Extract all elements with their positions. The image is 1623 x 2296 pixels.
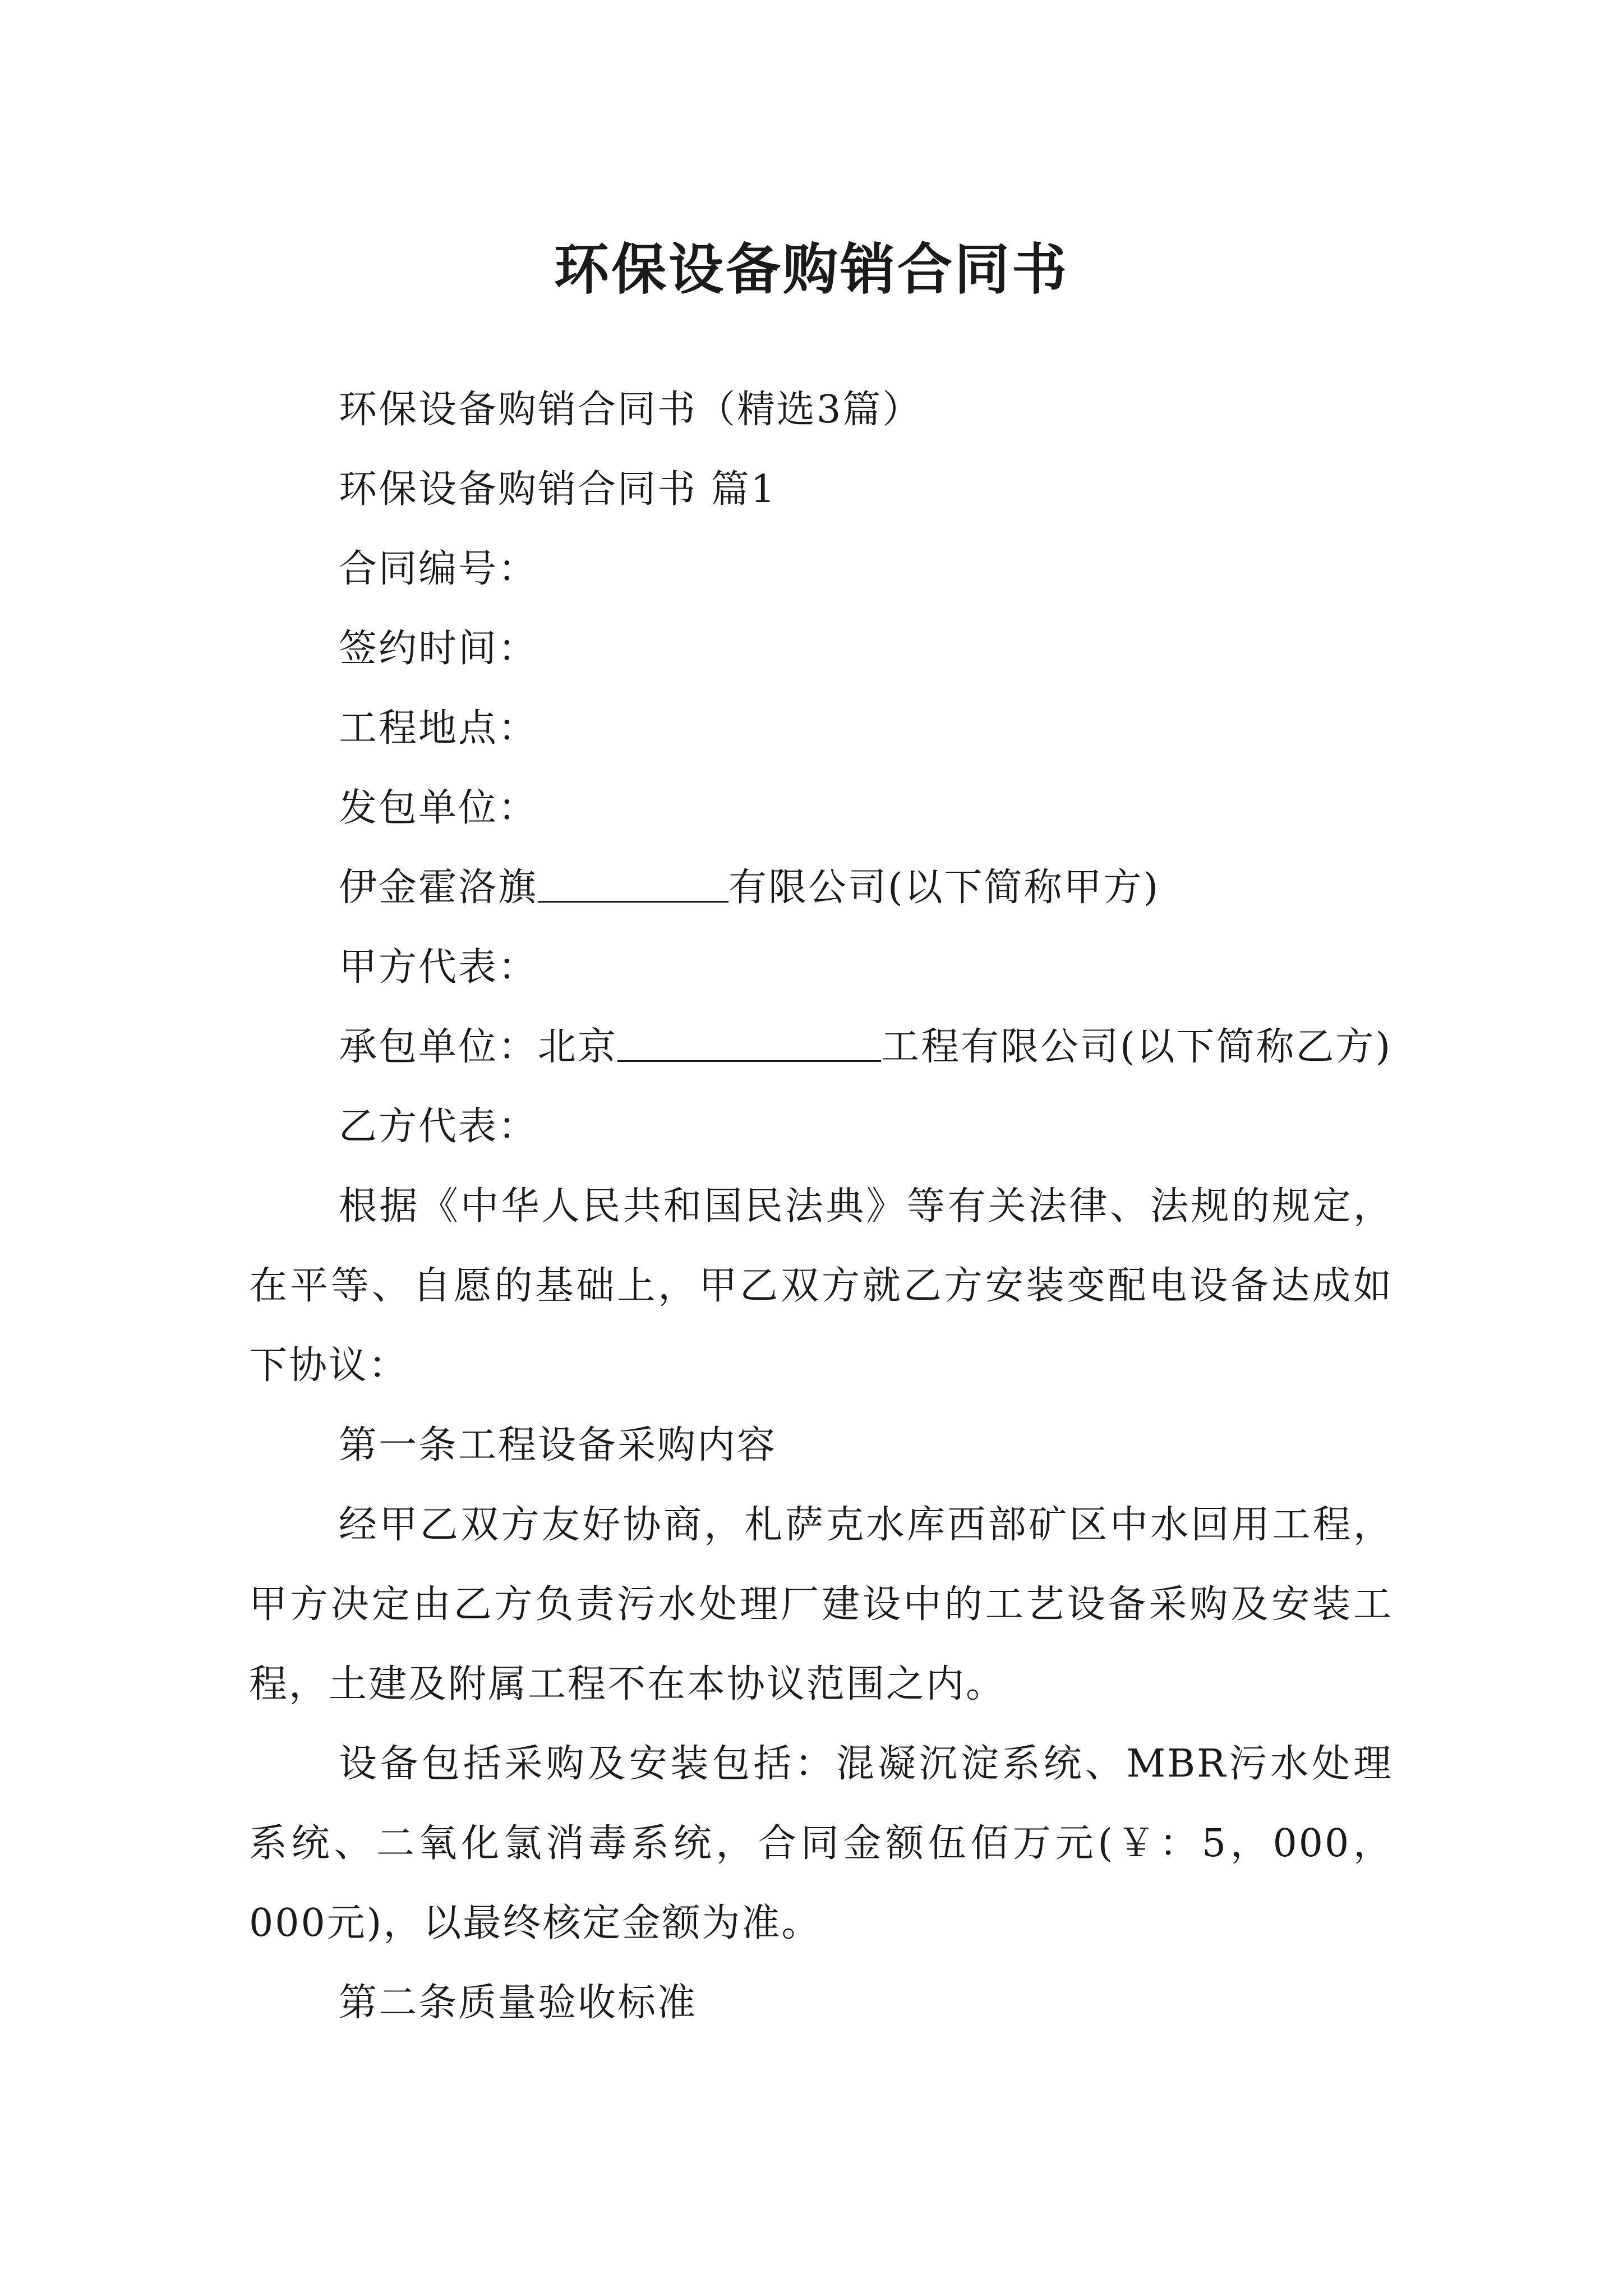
contractor-suffix: 工程有限公司(以下简称乙方) — [881, 1025, 1393, 1069]
article-2-heading: 第二条质量验收标准 — [339, 1981, 698, 2025]
document-title: 环保设备购销合同书 — [554, 237, 1069, 302]
employer-label: 发包单位： — [339, 786, 538, 830]
document-body — [249, 370, 1393, 2043]
preamble-paragraph: 根据《中华人民共和国民法典》等有关法律、法规的规定，在平等、自愿的基础上，甲乙双方就乙方安装变配电设备达成如下协议： — [249, 1184, 1393, 1388]
employer-name-prefix: 伊金霍洛旗 — [339, 866, 538, 910]
project-site-label: 工程地点： — [339, 706, 538, 751]
contractor-line — [249, 1007, 1393, 1087]
employer-name-suffix: 有限公司(以下简称甲方) — [728, 866, 1160, 910]
employer-name-line — [249, 848, 1393, 928]
article-1-paragraph-2: 设备包括采购及安装包括：混凝沉淀系统、MBR污水处理系统、二氧化氯消毒系统，合同金额伍佰万元(￥：5，000，000元)，以最终核定金额为准。 — [249, 1742, 1393, 1945]
contract-number-label: 合同编号： — [339, 547, 538, 591]
article-1-heading: 第一条工程设备采购内容 — [339, 1423, 777, 1467]
sign-time-label: 签约时间： — [339, 627, 538, 671]
subtitle: 环保设备购销合同书（精选3篇） — [339, 388, 923, 432]
article-1-paragraph-1: 经甲乙双方友好协商，札萨克水库西部矿区中水回用工程，甲方决定由乙方负责污水处理厂建设中的工艺设备采购及安装工程，土建及附属工程不在本协议范围之内。 — [249, 1503, 1393, 1706]
part-heading: 环保设备购销合同书 篇1 — [339, 467, 777, 512]
party-a-representative-label: 甲方代表： — [339, 945, 538, 990]
employer-name-blank — [538, 867, 728, 903]
contractor-name-blank — [617, 1027, 881, 1062]
contractor-prefix: 承包单位：北京 — [339, 1025, 618, 1069]
party-b-representative-label: 乙方代表： — [339, 1105, 538, 1149]
